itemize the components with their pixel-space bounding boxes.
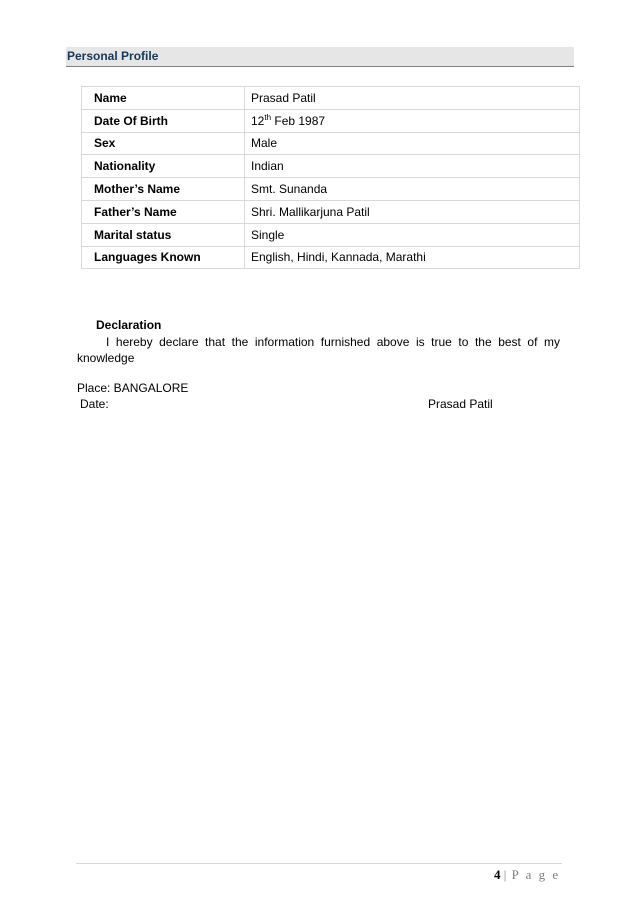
page-number: 4 (494, 867, 501, 882)
date-line: Date: (80, 397, 109, 411)
page-footer (494, 867, 560, 883)
table-row (82, 223, 580, 246)
table-row (82, 109, 580, 132)
row-value: Smt. Sunanda (245, 178, 580, 201)
row-value: Shri. Mallikarjuna Patil (245, 200, 580, 223)
row-label: Nationality (82, 155, 245, 178)
row-value: Prasad Patil (245, 87, 580, 110)
footer-separator: | (503, 867, 509, 882)
footer-divider (76, 863, 562, 864)
row-value: English, Hindi, Kannada, Marathi (245, 246, 580, 269)
row-label: Languages Known (82, 246, 245, 269)
page-label: P a g e (511, 867, 561, 882)
declaration-title: Declaration (96, 318, 162, 332)
place-line: Place: BANGALORE (77, 381, 189, 395)
table-row (82, 87, 580, 110)
row-label: Date Of Birth (82, 109, 245, 132)
row-value: Male (245, 132, 580, 155)
dob-rest: Feb 1987 (271, 113, 326, 128)
row-label: Father’s Name (82, 200, 245, 223)
row-value: Indian (245, 155, 580, 178)
table-row (82, 246, 580, 269)
table-row (82, 155, 580, 178)
row-value: Single (245, 223, 580, 246)
table-row (82, 132, 580, 155)
section-title: Personal Profile (67, 49, 159, 63)
dob-ordinal: th (264, 112, 272, 122)
row-label: Marital status (82, 223, 245, 246)
section-header-personal-profile (66, 47, 574, 67)
table-row (82, 200, 580, 223)
signer-name: Prasad Patil (428, 397, 493, 411)
dob-day: 12 (251, 113, 265, 128)
row-label: Mother’s Name (82, 178, 245, 201)
row-value (245, 109, 580, 132)
declaration-text: I hereby declare that the information furnished above is true to the best of my knowledge (77, 335, 560, 365)
row-label: Name (82, 87, 245, 110)
table-row (82, 178, 580, 201)
row-label: Sex (82, 132, 245, 155)
personal-profile-table (81, 86, 580, 269)
